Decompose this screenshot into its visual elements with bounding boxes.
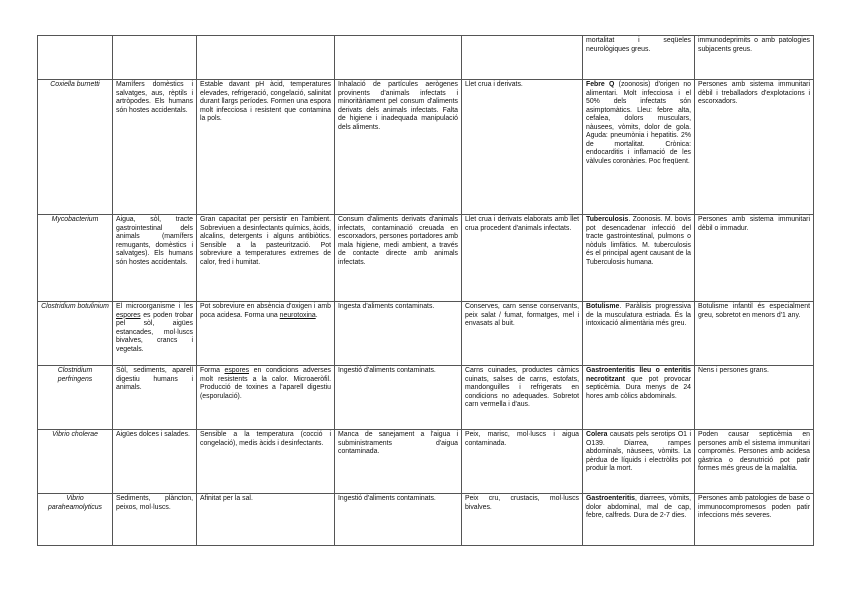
transmission-cell: Inhalació de partícules aerògenes provinents d'animals infectats i minoritàriament pel consum d'aliments derivats dels animals infectats. Falta de higiene i inadequada manipulació dels aliments. <box>335 80 462 215</box>
transmission-cell: Manca de sanejament a l'aigua i subministraments d'aigua contaminada. <box>335 430 462 494</box>
reservoir-cell: Mamífers domèstics i salvatges, aus, rèptils i artròpodes. Els humans són hostes accidentals. <box>113 80 197 215</box>
risk-groups-cell: Persones amb sistema immunitari dèbil i treballadors d'explotacions i escorxadors. <box>695 80 814 215</box>
table-row <box>38 80 814 215</box>
symptoms-cell: mortalitat i seqüeles neurològiques greus. <box>583 36 695 80</box>
transmission-cell <box>335 36 462 80</box>
foods-cell: Conserves, carn sense conservants, peix salat / fumat, formatges, mel i envasats al buit. <box>462 302 583 366</box>
transmission-cell: Consum d'aliments derivats d'animals infectats, contaminació creuada en escorxadors, persones portadores amb mala higiene, medi ambient, a través de contacte directe amb animals infectats. <box>335 215 462 302</box>
table-row <box>38 215 814 302</box>
symptoms-cell: Botulisme. Paràlisis progressiva de la musculatura estriada. És la intoxicació alimentària més greu. <box>583 302 695 366</box>
characteristics-cell: Gran capacitat per persistir en l'ambient. Sobreviuen a desinfectants químics, àcids, alcalins, detergents i alguns antibiòtics. Sensible a la pasteurització. Pot sobreviure a temperatures extremes de calor, fred i humitat. <box>197 215 335 302</box>
risk-groups-cell: Botulisme infantil és especialment greu, sobretot en menors d'1 any. <box>695 302 814 366</box>
risk-groups-cell: Nens i persones grans. <box>695 366 814 430</box>
organism-cell: Vibrio cholerae <box>38 430 113 494</box>
foods-cell: Llet crua i derivats elaborats amb llet crua procedent d'animals infectats. <box>462 215 583 302</box>
foods-cell: Peix, marisc, mol·luscs i aigua contaminada. <box>462 430 583 494</box>
reservoir-cell: Aigua, sòl, tracte gastrointestinal dels animals (mamífers remugants, domèstics i salvatges). Els humans són hostes accidentals. <box>113 215 197 302</box>
reservoir-cell: Sediments, plàncton, peixos, mol·luscs. <box>113 494 197 546</box>
characteristics-cell: Forma espores en condicions adverses molt resistents a la calor. Microaeròfil. Producció de toxines a l'aparell digestiu (esporulació). <box>197 366 335 430</box>
symptoms-cell: Colera causats pels serotips O1 i O139. Diarrea, rampes abdominals, nàusees, vòmits. La pèrdua de líquids i electròlits pot produir la mort. <box>583 430 695 494</box>
risk-groups-cell: immunodeprimits o amb patologies subjacents greus. <box>695 36 814 80</box>
foods-cell: Carns cuinades, productes càrnics cuinats, salses de carns, estofats, mandonguilles i refrigerats en condicions no adequades. Sobretot carn vermella i d'aus. <box>462 366 583 430</box>
characteristics-cell: Estable davant pH àcid, temperatures elevades, refrigeració, congelació, salinitat durant llargs períodes. Formen una espora molt infecciosa i resistent que contamina la pols. <box>197 80 335 215</box>
organism-cell: Clostridium botulinium <box>38 302 113 366</box>
organism-cell: Coxiella burnetti <box>38 80 113 215</box>
organism-cell <box>38 36 113 80</box>
reservoir-cell <box>113 36 197 80</box>
reservoir-cell: El microorganisme i les espores es poden trobar pel sòl, aigües estancades, mol·luscs bivalves, crancs i vegetals. <box>113 302 197 366</box>
reservoir-cell: Sòl, sediments, aparell digestiu humans i animals. <box>113 366 197 430</box>
table-row <box>38 430 814 494</box>
foods-cell <box>462 36 583 80</box>
transmission-cell: Ingestió d'aliments contaminats. <box>335 494 462 546</box>
risk-groups-cell: Persones amb patologies de base o immunocompromesos poden patir infeccions més severes. <box>695 494 814 546</box>
organism-cell: Mycobacterium <box>38 215 113 302</box>
characteristics-cell: Afinitat per la sal. <box>197 494 335 546</box>
characteristics-cell <box>197 36 335 80</box>
organism-cell: Clostridium perfringens <box>38 366 113 430</box>
table-row <box>38 302 814 366</box>
symptoms-cell: Gastroenteritis lleu o enteritis necrotitzant que pot provocar septicèmia. Dura menys de 24 hores amb còlics abdominals. <box>583 366 695 430</box>
risk-groups-cell: Persones amb sistema immunitari dèbil o immadur. <box>695 215 814 302</box>
foods-cell: Llet crua i derivats. <box>462 80 583 215</box>
risk-groups-cell: Poden causar septicèmia en persones amb el sistema immunitari compromès. Persones amb acidesa gàstrica o desnutrició pot patir formes més greus de la malaltia. <box>695 430 814 494</box>
table-row <box>38 366 814 430</box>
table-row <box>38 36 814 80</box>
symptoms-cell: Febre Q (zoonosis) d'origen no alimentari. Molt infecciosa i el 50% dels infectats són asimptomàtics. Lleu: febre alta, cefalea, dolors musculars, nàusees, vòmits, dolor de gola. Aguda: pneumònia i hepatitis. 2% de mortalitat. Crònica: endocarditis i inflamació de les vàlvules coronàries. Poc freqüent. <box>583 80 695 215</box>
reservoir-cell: Aigües dolces i salades. <box>113 430 197 494</box>
characteristics-cell: Pot sobreviure en absència d'oxigen i amb poca acidesa. Forma una neurotoxina. <box>197 302 335 366</box>
pathogen-table <box>37 35 814 546</box>
symptoms-cell: Gastroenteritis, diarrees, vòmits, dolor abdominal, mal de cap, febre, calfreds. Dura de 2-7 dies. <box>583 494 695 546</box>
transmission-cell: Ingestió d'aliments contaminats. <box>335 366 462 430</box>
foods-cell: Peix cru, crustacis, mol·luscs bivalves. <box>462 494 583 546</box>
transmission-cell: Ingesta d'aliments contaminats. <box>335 302 462 366</box>
table-row <box>38 494 814 546</box>
characteristics-cell: Sensible a la temperatura (cocció i congelació), medis àcids i desinfectants. <box>197 430 335 494</box>
symptoms-cell: Tuberculosis. Zoonosis. M. bovis pot desencadenar infecció del tracte gastrointestinal, pulmons o nòduls limfàtics. M. tuberculosis és el principal agent causant de la Tuberculosis humana. <box>583 215 695 302</box>
organism-cell: Vibrio paraheamolyticus <box>38 494 113 546</box>
